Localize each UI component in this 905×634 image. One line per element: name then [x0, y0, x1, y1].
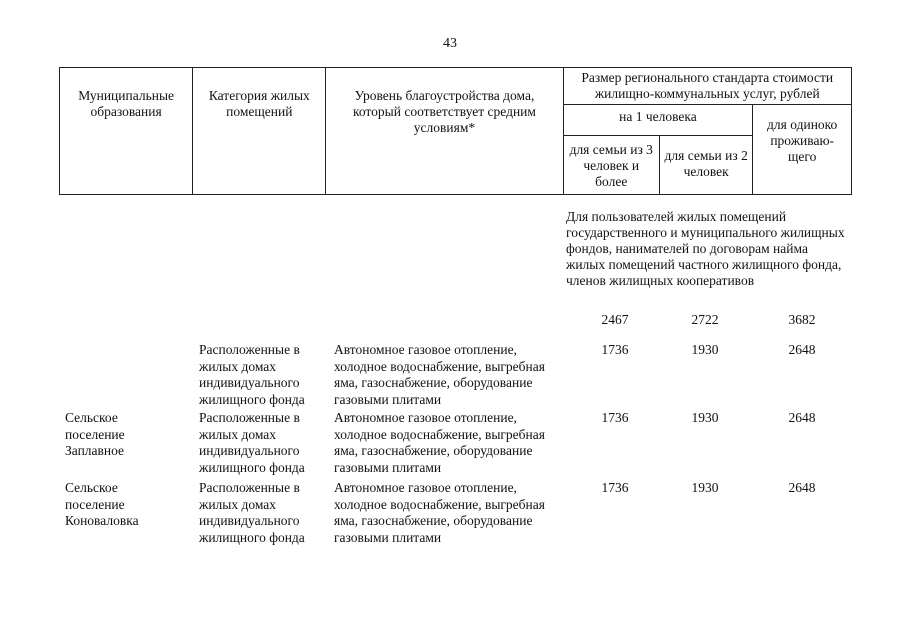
general-family3-value: 2467 [601, 312, 629, 327]
header-category: Категория жилых помещений [193, 68, 326, 195]
table-header [59, 67, 852, 195]
row-3-municipality: Сельское поселение Коноваловка [65, 480, 139, 528]
page-number: 43 [443, 36, 457, 51]
row-1-family3-value: 1736 [601, 342, 629, 357]
row-3-single-value: 2648 [788, 480, 816, 495]
row-2-category: Расположенные в жилых домах индивидуального жилищного фонда [199, 410, 305, 475]
row-2-municipality: Сельское поселение Заплавное [65, 410, 125, 458]
row-1-amenity: Автономное газовое отопление, холодное водоснабжение, выгребная яма, газоснабжение, оборудование газовыми плитами [334, 342, 545, 407]
header-amenity: Уровень благоустройства дома, который соответствует средним условиям* [326, 68, 563, 195]
header-single: для одиноко проживаю-щего [753, 105, 852, 195]
header-standard-title: Размер регионального стандарта стоимости жилищно-коммунальных услуг, рублей [563, 68, 852, 105]
row-3-family2-value: 1930 [691, 480, 719, 495]
row-1-single-value: 2648 [788, 342, 816, 357]
row-1-category: Расположенные в жилых домах индивидуального жилищного фонда [199, 342, 305, 407]
row-1-family2-value: 1930 [691, 342, 719, 357]
row-2-family3-value: 1736 [601, 410, 629, 425]
user-category-note: Для пользователей жилых помещений государственного и муниципального жилищных фондов, нанимателей по договорам найма жилых помещений частного жилищного фонда, членов жилищных кооперативов [566, 209, 845, 288]
header-family3: для семьи из 3 человек и более [563, 136, 660, 195]
row-3-family3-value: 1736 [601, 480, 629, 495]
header-per-person: на 1 человека [563, 105, 753, 136]
row-3-category: Расположенные в жилых домах индивидуального жилищного фонда [199, 480, 305, 545]
row-2-family2-value: 1930 [691, 410, 719, 425]
header-family2: для семьи из 2 человек [660, 136, 753, 195]
row-2-amenity: Автономное газовое отопление, холодное водоснабжение, выгребная яма, газоснабжение, оборудование газовыми плитами [334, 410, 545, 475]
header-municipality: Муниципальные образования [60, 68, 193, 195]
row-2-single-value: 2648 [788, 410, 816, 425]
general-family2-value: 2722 [691, 312, 719, 327]
row-3-amenity: Автономное газовое отопление, холодное водоснабжение, выгребная яма, газоснабжение, оборудование газовыми плитами [334, 480, 545, 545]
general-single-value: 3682 [788, 312, 816, 327]
